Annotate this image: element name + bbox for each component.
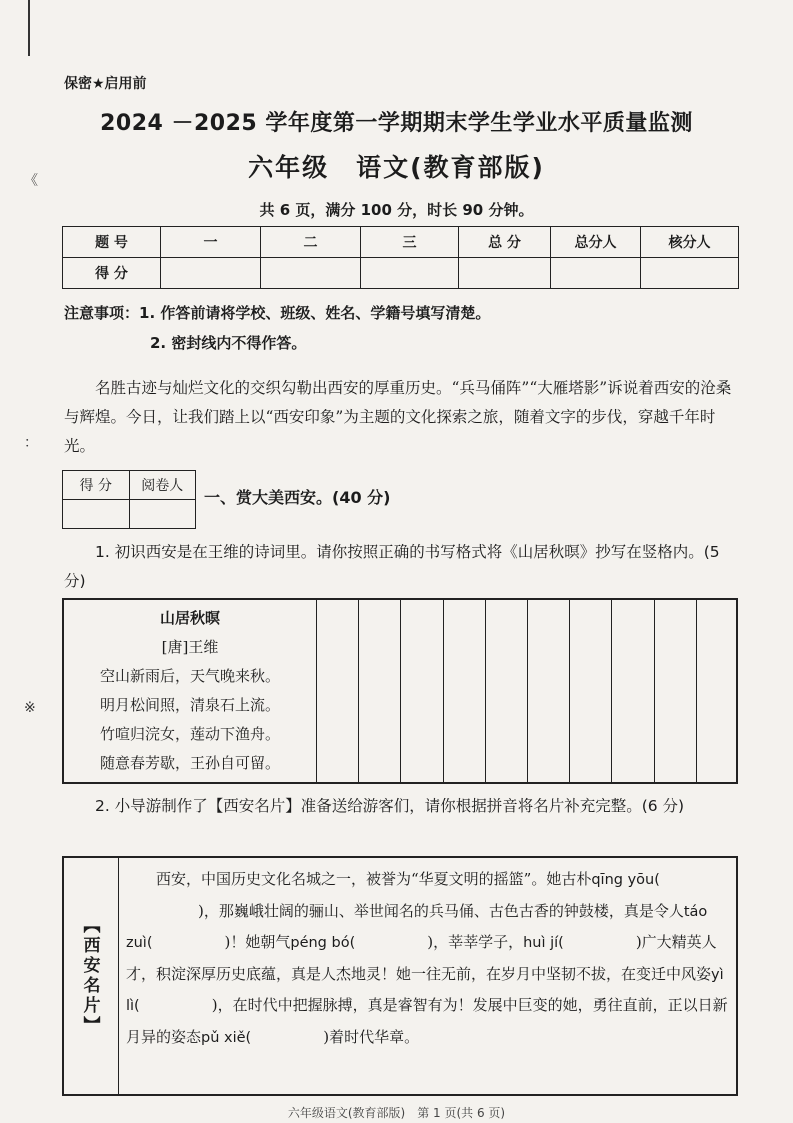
confidential-label: 保密★启用前: [64, 76, 147, 92]
poem-line: 随意春芳歇，王孙自可留。: [99, 754, 280, 772]
score-cell[interactable]: [161, 258, 261, 289]
grid-column-line: [485, 598, 486, 784]
grid-column-line: [527, 598, 528, 784]
binding-line: [28, 0, 30, 56]
notes-item: 1. 作答前请将学校、班级、姓名、学籍号填写清楚。: [139, 304, 491, 322]
grid-column-line: [569, 598, 570, 784]
grid-column-line: [443, 598, 444, 784]
notes-label: 注意事项：: [64, 304, 140, 322]
card-text: 西安，中国历史文化名城之一，被誉为“华夏文明的摇篮”。她古朴qīng yōu()，那巍峨壮阔的骊山、举世闻名的兵马俑、古色古香的钟鼓楼，真是令人táo zuì( )！她朝气péng bó( )，莘莘学子，huì jí( )广大精英人才，积淀深厚历史底蕴，真是人杰地灵！她一往无前，在岁月中坚韧不拔，在变迁中风姿yì lì( )，在时代中把握脉搏，真是睿智有为！发展中巨变的她，勇往直前，正以日新月异的姿态pǔ xiě( )着时代华章。: [126, 870, 728, 1046]
score-header-cell: 一: [161, 227, 261, 258]
poem-line: 明月松间照，清泉石上流。: [99, 696, 280, 714]
poem-line: 空山新雨后，天气晚来秋。: [99, 667, 280, 685]
score-cell[interactable]: [261, 258, 361, 289]
score-header-cell: 总分人: [551, 227, 641, 258]
exam-title: 2024 －2025 学年度第一学期期末学生学业水平质量监测: [100, 111, 693, 136]
card-divider: [118, 856, 119, 1096]
notes: [64, 298, 490, 358]
score-row-label: 得 分: [63, 258, 161, 289]
grid-column-line: [654, 598, 655, 784]
pinyin-prompt: huì jí(: [523, 935, 564, 951]
score-cell[interactable]: [361, 258, 459, 289]
exam-info: 共 6 页，满分 100 分，时长 90 分钟。: [259, 201, 534, 219]
grid-column-line: [400, 598, 401, 784]
grader-reviewer-label: 阅卷人: [129, 471, 196, 500]
poem: [66, 604, 314, 778]
score-cell[interactable]: [551, 258, 641, 289]
page-footer: 六年级语文(教育部版) 第 1 页(共 6 页): [287, 1106, 506, 1120]
question-2: 2. 小导游制作了【西安名片】准备送给游客们，请你根据拼音将名片补充完整。(6 分): [95, 797, 685, 815]
intro-paragraph: 名胜古迹与灿烂文化的交织勾勒出西安的厚重历史。“兵马俑阵”“大雁塔影”诉说着西安的沧桑与辉煌。今日，让我们踏上以“西安印象”为主题的文化探索之旅，随着文字的步伐，穿越千年时光。: [64, 379, 732, 455]
margin-mark: ※: [24, 700, 36, 716]
card-label: 【西安名片】: [79, 916, 100, 1036]
grader-box: [62, 470, 196, 529]
score-header-cell: 三: [361, 227, 459, 258]
margin-mark: ：: [24, 435, 38, 451]
grader-score-label: 得 分: [63, 471, 130, 500]
grader-reviewer-cell[interactable]: [129, 500, 196, 529]
pinyin-prompt: táo zuì(: [126, 903, 708, 951]
poem-title: 山居秋暝: [159, 609, 220, 627]
grid-column-line: [316, 598, 317, 784]
poem-author: [唐]王维: [161, 638, 219, 656]
grid-column-line: [611, 598, 612, 784]
margin-mark: 《: [24, 173, 38, 189]
section-title: 一、赏大美西安。(40 分): [204, 488, 391, 507]
pinyin-prompt: pǔ xiě(: [201, 1029, 252, 1046]
grader-score-cell[interactable]: [63, 500, 130, 529]
score-header-cell: 题 号: [63, 227, 161, 258]
pinyin-prompt: yì lì(: [126, 966, 724, 1014]
poem-line: 竹喧归浣女，莲动下渔舟。: [99, 725, 280, 743]
score-cell[interactable]: [641, 258, 739, 289]
notes-item: 2. 密封线内不得作答。: [150, 334, 307, 352]
score-cell[interactable]: [459, 258, 551, 289]
grid-column-line: [696, 598, 697, 784]
score-header-cell: 二: [261, 227, 361, 258]
score-table-score-row: [63, 258, 739, 289]
score-header-cell: 总 分: [459, 227, 551, 258]
score-table-header-row: [63, 227, 739, 258]
pinyin-prompt: péng bó(: [290, 935, 356, 951]
grid-column-line: [358, 598, 359, 784]
score-header-cell: 核分人: [641, 227, 739, 258]
score-table: [62, 226, 739, 289]
pinyin-prompt: qīng yōu(: [591, 872, 660, 888]
question-1: 1. 初识西安是在王维的诗词里。请你按照正确的书写格式将《山居秋暝》抄写在竖格内。(5 分): [64, 543, 720, 590]
exam-subtitle: 六年级 语文(教育部版): [248, 153, 545, 182]
